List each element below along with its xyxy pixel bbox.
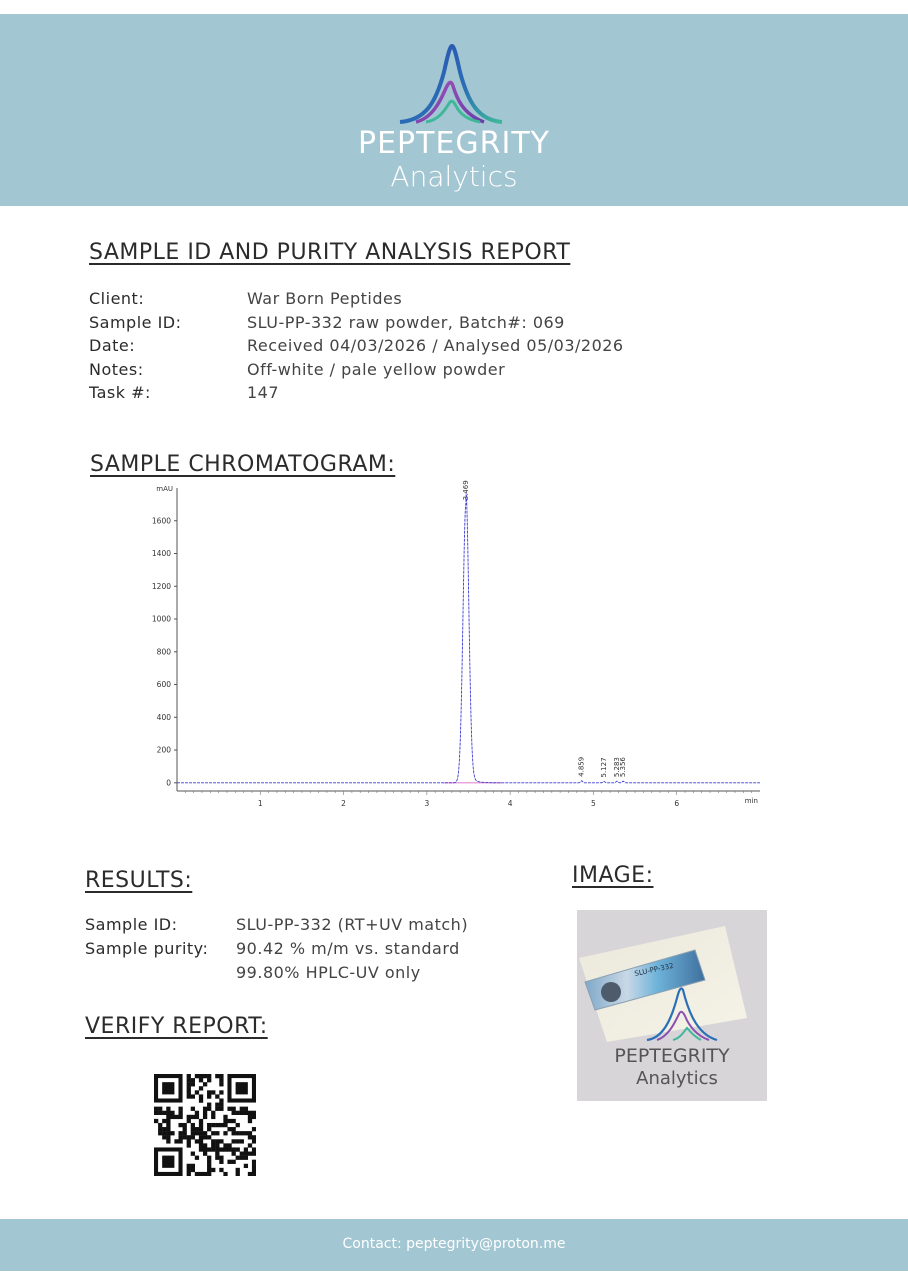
qr-module [183,1135,187,1139]
qr-module [207,1123,211,1127]
photo-sub-text: Analytics [636,1068,718,1089]
chromatogram-svg [140,480,770,810]
top-rule [0,0,908,15]
qr-module [240,1152,244,1156]
brand-subtitle: Analytics [390,160,518,193]
qr-module [199,1127,203,1131]
qr-module [187,1143,191,1147]
y-tick-label: 200 [156,745,171,755]
y-tick-label: 1200 [151,581,171,591]
qr-module [252,1160,256,1164]
qr-module [248,1143,252,1147]
qr-module [207,1164,211,1168]
qr-module [252,1168,256,1172]
qr-module [207,1103,211,1107]
qr-module [232,1152,236,1156]
peak-label: 5.356 [619,757,628,778]
x-tick-label: 1 [257,799,263,808]
qr-module [199,1098,203,1102]
qr-module [191,1152,195,1156]
report-field-value: Received 04/03/2026 / Analysed 05/03/2026 [247,336,624,355]
results-value: 99.80% HPLC-UV only [236,963,421,982]
qr-module [215,1152,219,1156]
qr-module [223,1131,227,1135]
qr-module [219,1074,223,1078]
footer-band [0,1219,908,1271]
qr-module [158,1123,162,1127]
qr-module [211,1111,215,1115]
report-field-label: Client: [89,289,145,308]
qr-module [187,1082,191,1086]
qr-module [191,1115,195,1119]
report-field-value: Off-white / pale yellow powder [247,359,506,379]
qr-module [219,1123,223,1127]
qr-module [174,1139,178,1143]
qr-module [199,1119,203,1123]
qr-module [166,1127,170,1131]
qr-module [191,1123,195,1127]
qr-module [244,1152,248,1156]
qr-module [215,1103,219,1107]
qr-module [207,1147,211,1151]
qr-module [236,1147,240,1151]
qr-module [248,1131,252,1135]
qr-module [207,1172,211,1176]
chromatogram-title: SAMPLE CHROMATOGRAM: [90,452,396,477]
qr-module [187,1139,191,1143]
qr-module [244,1131,248,1135]
qr-module [195,1115,199,1119]
qr-module [199,1086,203,1090]
photo-brand-text: PEPTEGRITY [614,1045,730,1067]
qr-module [166,1139,170,1143]
qr-module [178,1107,182,1111]
qr-module [215,1074,219,1078]
qr-module [223,1115,227,1119]
qr-module [162,1135,166,1139]
qr-module [199,1094,203,1098]
x-axis-label: min [744,797,758,805]
qr-module [236,1172,240,1176]
x-tick-label: 4 [507,799,513,808]
qr-module [227,1107,231,1111]
qr-module [199,1078,203,1082]
qr-module [244,1147,248,1151]
qr-module [223,1143,227,1147]
qr-module [203,1111,207,1115]
qr-module [187,1164,191,1168]
qr-module [223,1147,227,1151]
qr-module [215,1139,219,1143]
qr-module [211,1131,215,1135]
qr-module [227,1147,231,1151]
qr-module [187,1119,191,1123]
x-tick-label: 3 [424,799,430,808]
qr-module [158,1127,162,1131]
qr-module [244,1164,248,1168]
qr-module [219,1139,223,1143]
qr-module [203,1143,207,1147]
qr-module [232,1147,236,1151]
qr-code-svg [154,1074,256,1176]
x-tick-label: 2 [341,799,346,808]
qr-finder-inner [162,1156,174,1168]
qr-module [203,1115,207,1119]
qr-module [219,1168,223,1172]
qr-module [207,1107,211,1111]
qr-module [232,1111,236,1115]
qr-module [219,1098,223,1102]
qr-module [178,1115,182,1119]
qr-finder-inner [236,1082,248,1094]
header-band [0,14,908,206]
qr-module [219,1107,223,1111]
qr-module [211,1168,215,1172]
y-tick-label: 800 [156,647,171,657]
qr-module [154,1111,158,1115]
y-tick-label: 0 [166,778,171,788]
qr-module [203,1172,207,1176]
qr-module [219,1090,223,1094]
qr-module [207,1074,211,1078]
qr-module [195,1127,199,1131]
qr-module [178,1131,182,1135]
qr-module [211,1139,215,1143]
verify-qr-code[interactable] [154,1074,256,1176]
qr-module [211,1147,215,1151]
qr-module [211,1115,215,1119]
qr-module [236,1111,240,1115]
qr-module [223,1172,227,1176]
qr-module [191,1164,195,1168]
qr-module [232,1131,236,1135]
qr-module [195,1156,199,1160]
results-value: SLU-PP-332 (RT+UV match) [236,915,469,934]
qr-module [170,1131,174,1135]
qr-module [203,1107,207,1111]
qr-module [199,1135,203,1139]
qr-module [166,1115,170,1119]
qr-module [236,1156,240,1160]
qr-module [219,1156,223,1160]
image-title: IMAGE: [572,863,654,888]
qr-module [244,1111,248,1115]
y-tick-label: 1000 [151,614,171,624]
results-value: 90.42 % m/m vs. standard [236,939,460,958]
qr-module [187,1078,191,1082]
qr-module [232,1139,236,1143]
qr-module [178,1135,182,1139]
qr-module [252,1152,256,1156]
qr-module [248,1111,252,1115]
qr-module [203,1152,207,1156]
qr-module [244,1107,248,1111]
qr-module [240,1111,244,1115]
report-field-value: War Born Peptides [247,289,403,308]
qr-module [195,1131,199,1135]
qr-module [183,1123,187,1127]
qr-module [191,1135,195,1139]
y-tick-label: 1600 [151,516,171,526]
y-tick-label: 600 [156,680,171,690]
qr-module [215,1147,219,1151]
report-field-label: Sample ID: [89,312,182,332]
qr-module [203,1147,207,1151]
qr-module [195,1139,199,1143]
qr-module [248,1115,252,1119]
qr-module [236,1168,240,1172]
qr-module [166,1123,170,1127]
qr-module [191,1082,195,1086]
qr-module [207,1078,211,1082]
qr-module [187,1094,191,1098]
qr-module [236,1131,240,1135]
qr-module [203,1135,207,1139]
qr-module [187,1074,191,1078]
qr-module [219,1078,223,1082]
qr-module [207,1094,211,1098]
qr-module [203,1131,207,1135]
y-tick-label: 1400 [151,549,171,559]
qr-module [244,1156,248,1160]
qr-module [183,1131,187,1135]
qr-module [187,1135,191,1139]
qr-module [223,1119,227,1123]
qr-module [236,1139,240,1143]
qr-module [162,1119,166,1123]
qr-module [215,1156,219,1160]
qr-module [252,1127,256,1131]
chromatogram-trace [177,492,760,783]
qr-module [215,1131,219,1135]
qr-module [195,1074,199,1078]
qr-module [199,1143,203,1147]
qr-module [252,1139,256,1143]
peak-label: 5.283 [612,757,621,778]
qr-module [187,1086,191,1090]
qr-module [219,1160,223,1164]
qr-module [219,1147,223,1151]
qr-module [223,1123,227,1127]
qr-module [211,1090,215,1094]
qr-module [207,1160,211,1164]
qr-module [240,1131,244,1135]
qr-module [170,1111,174,1115]
report-field-label: Date: [89,336,136,355]
qr-module [240,1139,244,1143]
qr-module [240,1107,244,1111]
qr-module [211,1123,215,1127]
qr-module [191,1131,195,1135]
qr-module [166,1119,170,1123]
report-field-label: Notes: [89,359,144,379]
sample-photo-svg [577,910,767,1101]
qr-module [166,1135,170,1139]
qr-module [252,1172,256,1176]
verify-title: VERIFY REPORT: [85,1014,268,1039]
qr-module [203,1074,207,1078]
qr-module [215,1094,219,1098]
qr-module [178,1139,182,1143]
qr-module [191,1078,195,1082]
sample-photo [577,910,767,1101]
qr-module [195,1111,199,1115]
report-field-label: Task #: [89,383,151,402]
report-title: SAMPLE ID AND PURITY ANALYSIS REPORT [89,240,571,265]
peptegrity-logo-icon [396,42,506,126]
qr-module [240,1156,244,1160]
peak-label: 4.859 [577,756,586,777]
qr-module [207,1127,211,1131]
peak-label: 3.469 [461,480,470,501]
qr-module [158,1131,162,1135]
qr-module [191,1094,195,1098]
qr-module [162,1127,166,1131]
qr-module [232,1127,236,1131]
results-label: Sample purity: [85,939,209,958]
qr-module [219,1103,223,1107]
qr-module [174,1115,178,1119]
qr-finder-inner [162,1082,174,1094]
qr-module [170,1115,174,1119]
qr-module [195,1172,199,1176]
qr-module [191,1107,195,1111]
qr-module [227,1119,231,1123]
qr-module [252,1147,256,1151]
qr-module [191,1168,195,1172]
qr-module [178,1111,182,1115]
qr-module [227,1127,231,1131]
qr-module [203,1082,207,1086]
y-tick-label: 400 [156,712,171,722]
qr-module [252,1135,256,1139]
results-title: RESULTS: [85,868,193,893]
x-tick-label: 5 [591,799,596,808]
qr-module [162,1131,166,1135]
qr-module [207,1090,211,1094]
peak-label: 5.127 [600,757,609,778]
qr-module [199,1074,203,1078]
brand-name: PEPTEGRITY [357,126,550,161]
qr-module [215,1143,219,1147]
qr-module [232,1119,236,1123]
qr-module [232,1107,236,1111]
qr-module [215,1123,219,1127]
results-label: Sample ID: [85,915,178,934]
chromatogram-chart [140,480,770,810]
contact-email[interactable]: Contact: peptegrity@proton.me [342,1236,566,1252]
qr-module [158,1107,162,1111]
qr-module [199,1131,203,1135]
report-field-value: 147 [247,383,280,402]
qr-module [252,1164,256,1168]
qr-module [183,1127,187,1131]
qr-module [232,1160,236,1164]
report-field-value: SLU-PP-332 raw powder, Batch#: 069 [247,312,565,332]
qr-module [252,1111,256,1115]
qr-module [154,1119,158,1123]
sample-label-text: SLU-PP-332 [633,961,675,978]
y-axis-label: mAU [156,485,173,493]
qr-module [166,1111,170,1115]
qr-module [252,1115,256,1119]
qr-module [166,1107,170,1111]
qr-module [227,1143,231,1147]
qr-module [199,1123,203,1127]
qr-module [166,1131,170,1135]
qr-module [199,1172,203,1176]
qr-module [178,1123,182,1127]
x-tick-label: 6 [674,799,680,808]
qr-module [187,1168,191,1172]
qr-module [162,1111,166,1115]
qr-module [219,1082,223,1086]
qr-module [191,1127,195,1131]
qr-module [248,1152,252,1156]
qr-module [207,1168,211,1172]
qr-module [195,1090,199,1094]
qr-module [158,1111,162,1115]
qr-module [207,1135,211,1139]
qr-module [248,1135,252,1139]
qr-module [227,1160,231,1164]
qr-module [236,1123,240,1127]
qr-module [248,1119,252,1123]
qr-module [207,1156,211,1160]
qr-module [248,1172,252,1176]
qr-module [154,1107,158,1111]
qr-module [211,1143,215,1147]
qr-module [187,1090,191,1094]
qr-module [187,1172,191,1176]
qr-module [215,1107,219,1111]
qr-module [199,1147,203,1151]
qr-module [199,1139,203,1143]
qr-module [187,1115,191,1119]
